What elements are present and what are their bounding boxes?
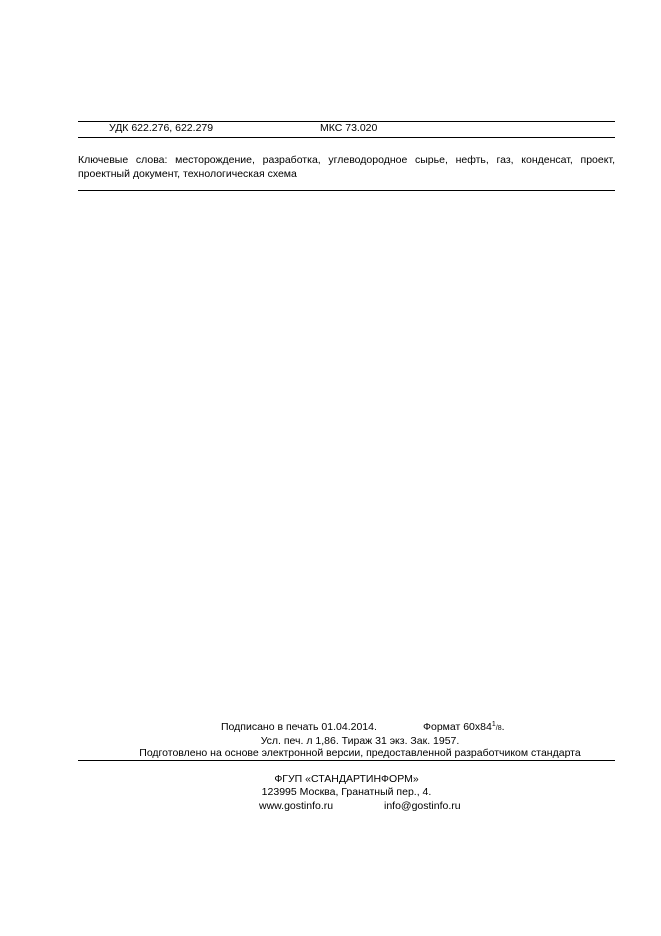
- publisher-email-link[interactable]: info@gostinfo.ru: [384, 800, 461, 812]
- format-fraction: 1/8: [491, 721, 502, 732]
- keywords-rule: [78, 190, 615, 191]
- mks-code: МКС 73.020: [320, 122, 378, 134]
- format-prefix: Формат 60x84: [423, 721, 492, 733]
- format-denominator: 8: [497, 725, 502, 732]
- format-suffix: .: [501, 721, 505, 733]
- publisher-address: 123995 Москва, Гранатный пер., 4.: [261, 786, 432, 798]
- print-format: [423, 721, 505, 735]
- publisher-website-link[interactable]: www.gostinfo.ru: [259, 800, 334, 812]
- signed-date: Подписано в печать 01.04.2014.: [221, 721, 377, 733]
- footer-rule: [78, 760, 615, 761]
- classification-rule: [78, 137, 615, 138]
- print-info: Усл. печ. л 1,86. Тираж 31 экз. Зак. 1957.: [260, 735, 460, 747]
- keywords-text: Ключевые слова: месторождение, разработка, углеводородное сырье, нефть, газ, конденсат, проект, проектный документ, технологическая схема: [78, 154, 615, 180]
- udc-code: УДК 622.276, 622.279: [109, 122, 214, 134]
- prepared-note: Подготовлено на основе электронной версии, предоставленной разработчиком стандарта: [139, 747, 581, 759]
- publisher-name: ФГУП «СТАНДАРТИНФОРМ»: [274, 773, 419, 785]
- format-numerator: 1: [491, 721, 496, 728]
